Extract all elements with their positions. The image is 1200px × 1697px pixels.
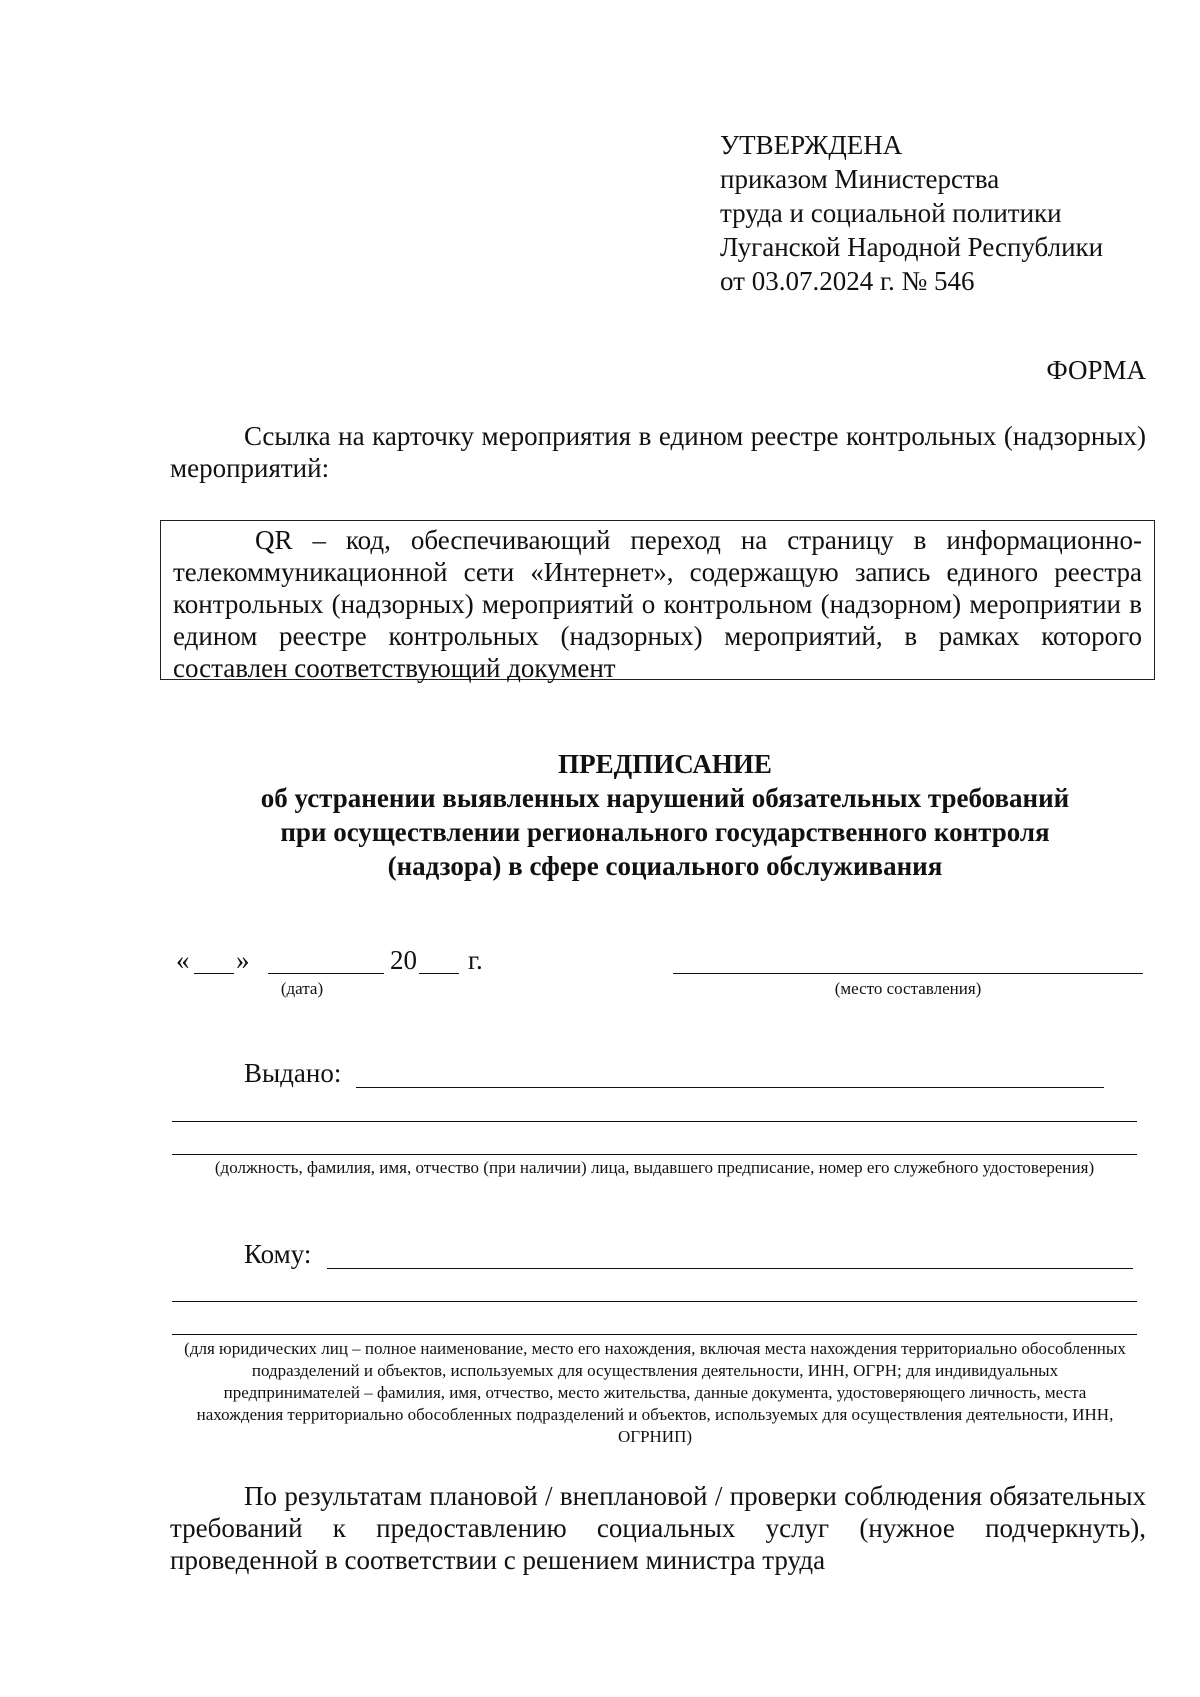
place-caption: (место составления) [834,979,982,998]
place-field-line [673,973,1143,974]
recipient-field-line-3 [172,1334,1137,1335]
qr-code-box [160,520,1155,683]
year-suffix: г. [468,945,483,975]
approval-heading: УТВЕРЖДЕНА [720,130,903,160]
recipient-field-line-1 [327,1268,1133,1269]
document-subtitle-line-3: (надзора) в сфере социального обслуживания [387,851,943,881]
recipient-field-line-2 [172,1301,1137,1302]
results-paragraph: По результатам плановой / внеплановой / проверки соблюдения обязательных требований к предоставлению социальных услуг (нужное подчеркнуть), проведенной в соответствии с решением министра труда [170,1481,1146,1575]
registry-link-paragraph: Ссылка на карточку мероприятия в едином реестре контрольных (надзорных) мероприятий: [170,421,1146,483]
date-open-quote: « [176,945,190,975]
date-caption: (дата) [280,979,324,998]
date-close-quote: » [236,945,250,975]
qr-code-description: QR – код, обеспечивающий переход на страницу в информационно-телекоммуникационной сети «Интернет», содержащую запись единого реестра контрольных (надзорных) мероприятий о контрольном (надзорном) мероприятии в едином реестре контрольных (надзорных) мероприятий, в рамках которого составлен соответствующий документ [173,525,1142,683]
approval-line-ministry: труда и социальной политики [720,198,1062,228]
form-label: ФОРМА [1046,355,1146,385]
year-prefix: 20 [390,945,417,975]
issued-field-line-1 [356,1087,1104,1088]
year-field-line [419,973,459,974]
recipient-caption: (для юридических лиц – полное наименование, место его нахождения, включая места нахождения территориально обособленных подразделений и объектов, используемых для осуществления деятельности, ИНН, ОГРН; для индивидуальных предпринимателей – фамилия, имя, отчество, место жительства, данные документа, удостоверяющего личность, места нахождения территориально обособленных подразделений и объектов, используемых для осуществления деятельности, ИНН, ОГРНИП) [184,1339,1126,1446]
issued-label: Выдано: [244,1058,342,1088]
issued-field-line-3 [172,1154,1137,1155]
document-subtitle-line-1: об устранении выявленных нарушений обязательных требований [260,783,1070,813]
approval-line-republic: Луганской Народной Республики [720,232,1104,262]
document-subtitle-line-2: при осуществлении регионального государственного контроля [280,817,1050,847]
issued-caption: (должность, фамилия, имя, отчество (при наличии) лица, выдавшего предписание, номер его служебного удостоверения) [214,1158,1095,1177]
month-field-line [268,973,384,974]
approval-line-date-number: от 03.07.2024 г. № 546 [720,266,975,296]
recipient-label: Кому: [244,1239,312,1269]
document-title: ПРЕДПИСАНИЕ [558,749,772,779]
approval-line-order: приказом Министерства [720,164,1000,194]
approval-stamp [720,128,1103,298]
day-field-line [194,973,234,974]
issued-field-line-2 [172,1121,1137,1122]
